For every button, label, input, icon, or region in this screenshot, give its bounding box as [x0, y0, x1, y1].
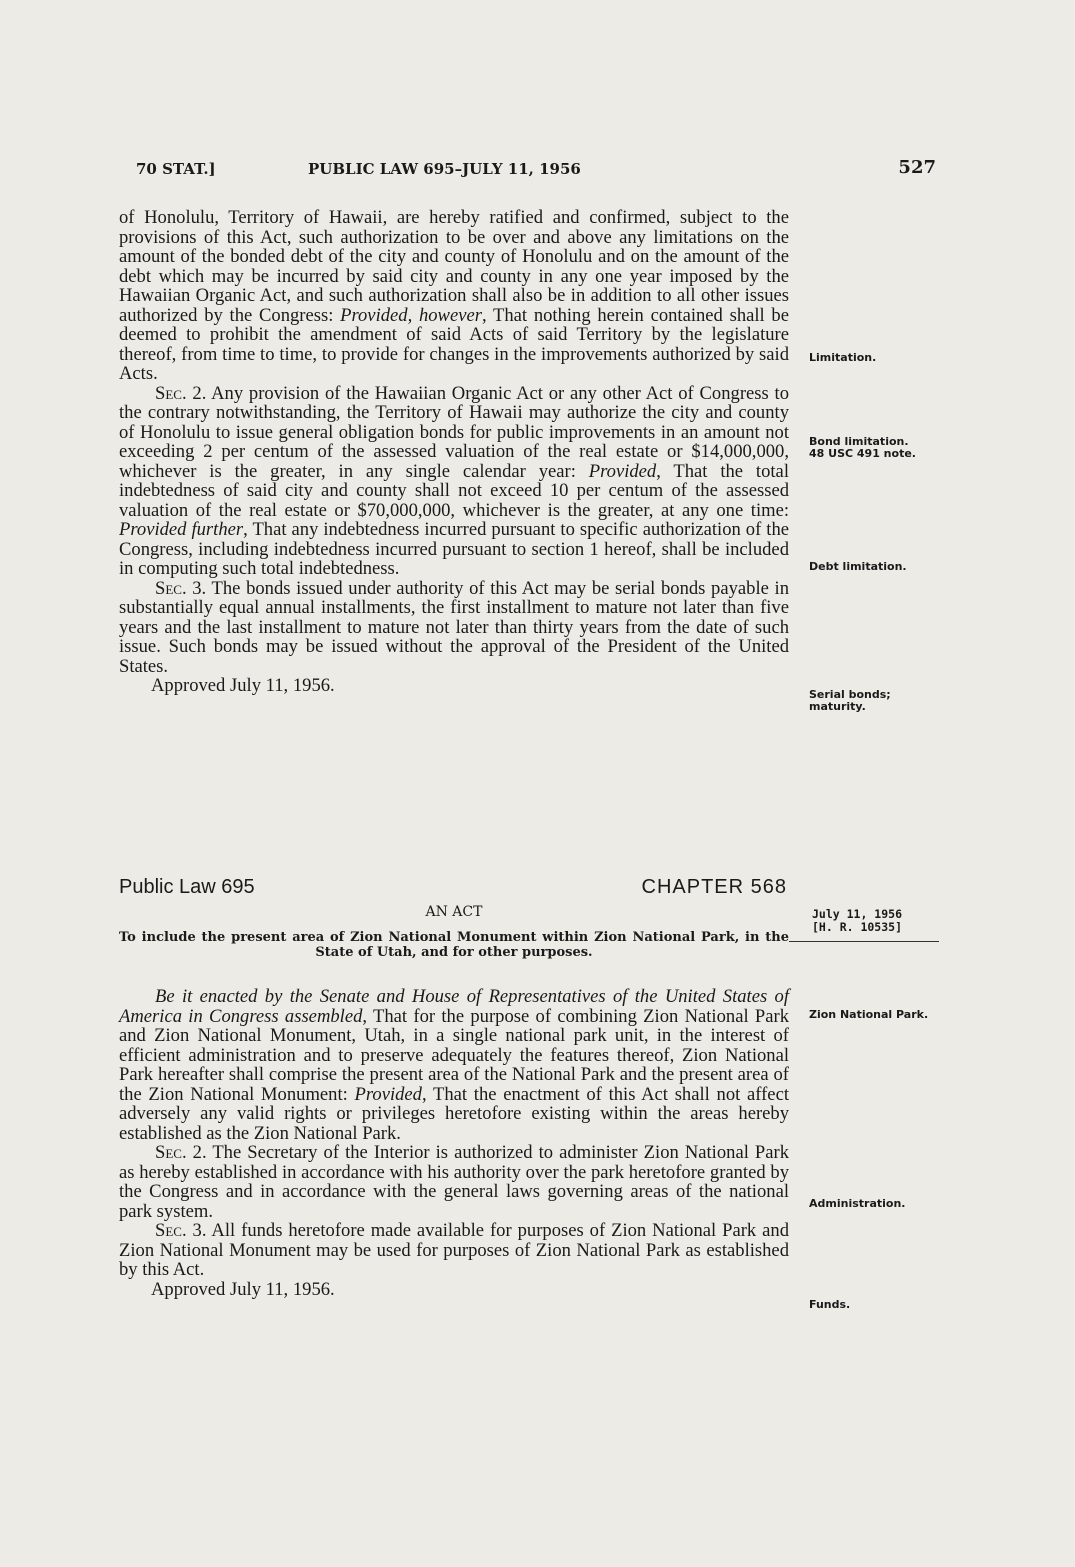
act-purpose: To include the present area of Zion National Monument within Zion National Park, in the State of Utah, and for other purposes.: [119, 930, 789, 960]
margin-note-limitation: Limitation.: [809, 351, 877, 364]
section-bottom-text: [119, 987, 789, 1299]
section-label: Sec. 2.: [155, 382, 207, 404]
section-label: Sec. 3.: [155, 577, 207, 599]
usc-citation: 48 USC 491 note.: [809, 447, 916, 460]
margin-note-serial-bonds: Serial bonds; maturity.: [809, 688, 891, 713]
margin-note-bond-limitation: Bond limitation. 48 USC 491 note.: [809, 436, 949, 460]
an-act-heading: AN ACT: [425, 904, 483, 920]
section-2-paragraph: Sec. 2. Any provision of the Hawaiian Organic Act or any other Act of Congress to the contrary notwithstanding, the Territory of Hawaii may authorize the city and county of Honolulu to issue general obligation bonds for public improvements in an amount not exceeding 2 per centum of the assessed valuation of the real estate or $14,000,000, whichever is the greater, in any single calendar year: Provided, That the total indebtedness of said city and county shall not exceed 10 per centum of the assessed valuation of the real estate or $70,000,000, whichever is the greater, at any one time: Provided further, That any indebtedness incurred pursuant to specific authorization of the Congress, including indebtedness incurred pursuant to section 1 hereof, shall be included in computing such total indebtedness.: [119, 382, 789, 579]
section-3-paragraph: Sec. 3. The bonds issued under authority of this Act may be serial bonds payable in substantially equal annual installments, the first installment to mature not later than five years and the last installment to mature not later than thirty years from the date of such issue. Such bonds may be issued without the approval of the President of the United States.: [119, 577, 789, 677]
law-heading: [119, 876, 787, 902]
section-3-paragraph: Sec. 3. All funds heretofore made available for purposes of Zion National Park and Zion National Monument may be used for purposes of Zion National Park as established by this Act.: [119, 1220, 789, 1280]
approved-line: Approved July 11, 1956.: [151, 1278, 335, 1300]
act-date-note: [812, 908, 902, 934]
paragraph-continuation: of Honolulu, Territory of Hawaii, are hereby ratified and confirmed, subject to the provisions of this Act, such authorization to be over and above any limitations on the amount of the bonded debt of the city and county of Honolulu and on the amount of the debt which may be incurred by said city and county in any one year imposed by the Hawaiian Organic Act, and such authorization shall also be in addition to all other issues authorized by the Congress: Provided, however, That nothing herein contained shall be deemed to prohibit the amendment of said Acts of said Territory by the legislature thereof, from time to time, to provide for changes in the improvements authorized by said Acts.: [119, 207, 789, 384]
act-date: July 11, 1956: [812, 907, 903, 921]
enacting-clause: Be it enacted by the Senate and House of Representatives of the United States of America in Congress assembled, That for the purpose of combining Zion National Park and Zion National Monument, Utah, in a single national park unit, in the interest of efficient administration and to preserve adequately the features thereof, Zion National Park hereafter shall comprise the present area of the National Park and the present area of the Zion National Monument: Provided, That the enactment of this Act shall not affect adversely any valid rights or privileges heretofore existing within the areas hereby established as the Zion National Park.: [119, 986, 789, 1144]
page-number: 527: [898, 157, 936, 178]
section-label: Sec. 3.: [155, 1220, 207, 1241]
margin-note-debt-limitation: Debt limitation.: [809, 560, 907, 573]
bill-number: [H. R. 10535]: [812, 920, 903, 934]
public-law-number: Public Law 695: [119, 876, 255, 898]
margin-note-funds: Funds.: [809, 1298, 851, 1311]
approved-line: Approved July 11, 1956.: [151, 675, 335, 696]
volume-reference: 70 STAT.]: [136, 160, 216, 178]
chapter-number: CHAPTER 568: [641, 876, 787, 898]
running-title: PUBLIC LAW 695–JULY 11, 1956: [308, 160, 581, 178]
section-2-paragraph: Sec. 2. The Secretary of the Interior is authorized to administer Zion National Park as hereby established in accordance with his authority over the park heretofore granted by the Congress and in accordance with the general laws governing areas of the national park system.: [119, 1142, 789, 1222]
margin-note-zion: Zion National Park.: [809, 1008, 929, 1021]
margin-note-administration: Administration.: [809, 1197, 906, 1210]
divider: [789, 941, 939, 942]
page-header: [136, 157, 936, 184]
section-top-text: [119, 208, 789, 696]
section-label: Sec. 2.: [155, 1142, 207, 1163]
